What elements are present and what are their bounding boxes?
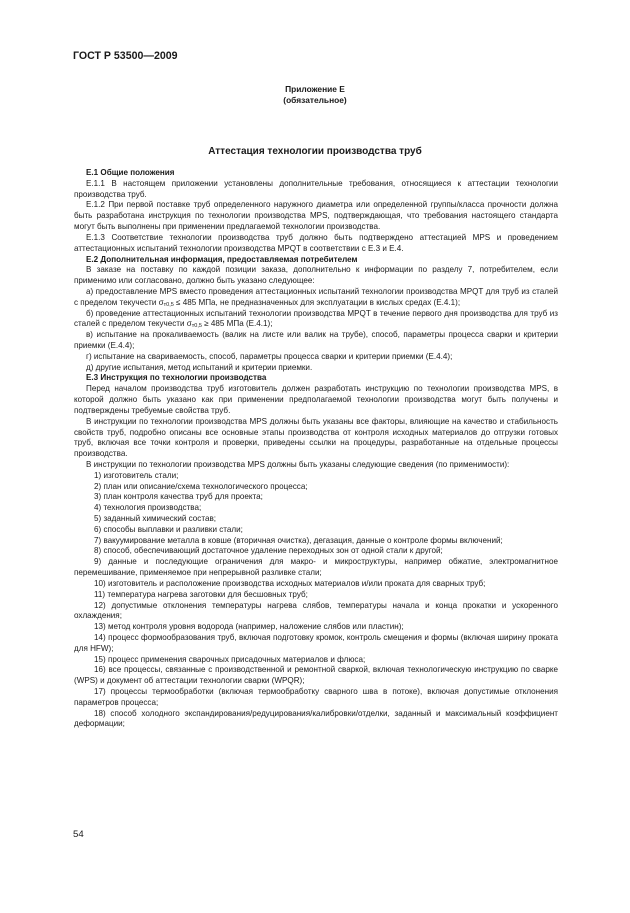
section-heading: Е.2 Дополнительная информация, предоставляемая потребителем xyxy=(86,254,358,264)
list-item: 13) метод контроля уровня водорода (например, наложение слябов или пластин); xyxy=(94,622,404,632)
list-item: 14) процесс формообразования труб, включая подготовку кромок, контроль смещения и формы (включая ширину проката для HFW); xyxy=(74,632,558,653)
section-heading: Е.3 Инструкция по технологии производства xyxy=(86,373,267,383)
appendix-label: Приложение Е xyxy=(285,84,345,94)
paragraph: Е.1.1 В настоящем приложении установлены дополнительные требования, относящиеся к аттестации технологии производства труб. xyxy=(74,178,558,199)
paragraph: Перед началом производства труб изготовитель должен разработать инструкцию по технологии производства MPS, в которой должно быть указано как при применении предполагаемой технологии производства могут быть получены и подтверждены требуемые свойства труб. xyxy=(74,384,558,415)
list-item: 17) процессы термообработки (включая термообработку сварного шва в потоке), включая допустимые отклонения параметров процесса; xyxy=(74,687,558,707)
paragraph: д) другие испытания, метод испытаний и критерии приемки. xyxy=(86,362,313,372)
paragraph: г) испытание на свариваемость, способ, параметры процесса сварки и критерии приемки (Е.4.4); xyxy=(86,351,453,361)
list-item: 10) изготовитель и расположение производства исходных материалов и/или проката для сварных труб; xyxy=(94,578,486,588)
page-number: 54 xyxy=(73,829,84,840)
paragraph xyxy=(74,309,558,331)
text-run: ≥ 485 МПа (Е.4.1); xyxy=(201,319,273,329)
text-run: б) проведение аттестационных испытаний технологии производства MPQT в течение первого дня производства для труб из сталей с пределом текучести σ xyxy=(74,308,558,329)
paragraph: Е.1.3 Соответствие технологии производства труб должно быть подтверждено аттестацией MPS и проведением аттестационных испытаний технологии производства MPQT в соответствии с Е.3 и Е.4. xyxy=(74,232,558,253)
section-heading: Е.1 Общие положения xyxy=(86,168,175,177)
list-item: 2) план или описание/схема технологического процесса; xyxy=(94,481,308,491)
list-item: 4) технология производства; xyxy=(94,503,202,513)
paragraph xyxy=(74,287,558,309)
appendix-status: (обязательное) xyxy=(283,95,347,105)
text-run: а) предоставление MPS вместо проведения аттестационных испытаний технологии производства MPQT для труб из сталей с пределом текучести σ xyxy=(74,286,558,307)
list-item: 15) процесс применения сварочных присадочных материалов и флюса; xyxy=(94,654,366,664)
list-item: 8) способ, обеспечивающий достаточное удаление переходных зон от одной стали к другой; xyxy=(94,546,443,556)
section-title: Аттестация технологии производства труб xyxy=(208,146,422,157)
paragraph: Е.1.2 При первой поставке труб определенного наружного диаметра или определенной группы/класса прочности должна быть разработана инструкция по технологии производства MPS, подтверждающая, что требования настоящего стандарта могут быть выполнены при применении предлагаемой технологии производства. xyxy=(74,200,558,232)
paragraph: В инструкции по технологии производства MPS должны быть указаны следующие сведения (по применимости): xyxy=(86,459,510,469)
list-item: 6) способы выплавки и разливки стали; xyxy=(94,524,243,534)
paragraph: В заказе на поставку по каждой позиции заказа, дополнительно к информации по разделу 7, потребителем, если применимо или согласовано, должно быть указано следующее: xyxy=(74,265,558,286)
text-run: ≤ 485 МПа, не предназначенных для эксплуатации в кислых средах (Е.4.1); xyxy=(173,297,461,307)
paragraph: в) испытание на прокаливаемость (валик на листе или валик на трубе), способ, параметры процесса сварки и критерии приемки (Е.4.4); xyxy=(74,330,558,350)
list-item: 9) данные и последующие ограничения для макро- и микроструктуры, например обжатие, электромагнитное перемешивание, применяемое при непрерывной разливке стали; xyxy=(74,557,558,578)
list-item: 18) способ холодного экспандирования/редуцирования/калибровки/отделки, заданный и максимальный коэффициент деформации; xyxy=(74,708,558,729)
list-item: 7) вакуумирование металла в ковше (вторичная очистка), дегазация, данные о контроле формы включений; xyxy=(94,535,503,545)
paragraph: В инструкции по технологии производства MPS должны быть указаны все факторы, влияющие на качество и стабильность свойств труб, подробно описаны все основные этапы производства от контроля исходных материалов до отгрузки готовых труб, включая все точки контроля и проверки, приведены ссылки на процедуры, разработанные на отдельные процессы производства. xyxy=(74,416,558,459)
list-item: 1) изготовитель стали; xyxy=(94,470,179,480)
body-text xyxy=(74,168,558,730)
list-item: 11) температура нагрева заготовки для бесшовных труб; xyxy=(94,589,308,599)
subscript: т0,5 xyxy=(163,301,174,308)
list-item: 3) план контроля качества труб для проекта; xyxy=(94,492,263,502)
list-item: 16) все процессы, связанные с производственной и ремонтной сваркой, включая технологическую инструкцию по сварке (WPS) и документ об аттестации технологии сварки (WPQR); xyxy=(74,665,558,686)
list-item: 5) заданный химический состав; xyxy=(94,514,217,523)
list-item: 12) допустимые отклонения температуры нагрева слябов, температуры начала и конца прокатки и ускоренного охлаждения; xyxy=(74,600,558,621)
standard-header: ГОСТ Р 53500—2009 xyxy=(73,50,178,62)
subscript: т0,5 xyxy=(191,323,202,330)
